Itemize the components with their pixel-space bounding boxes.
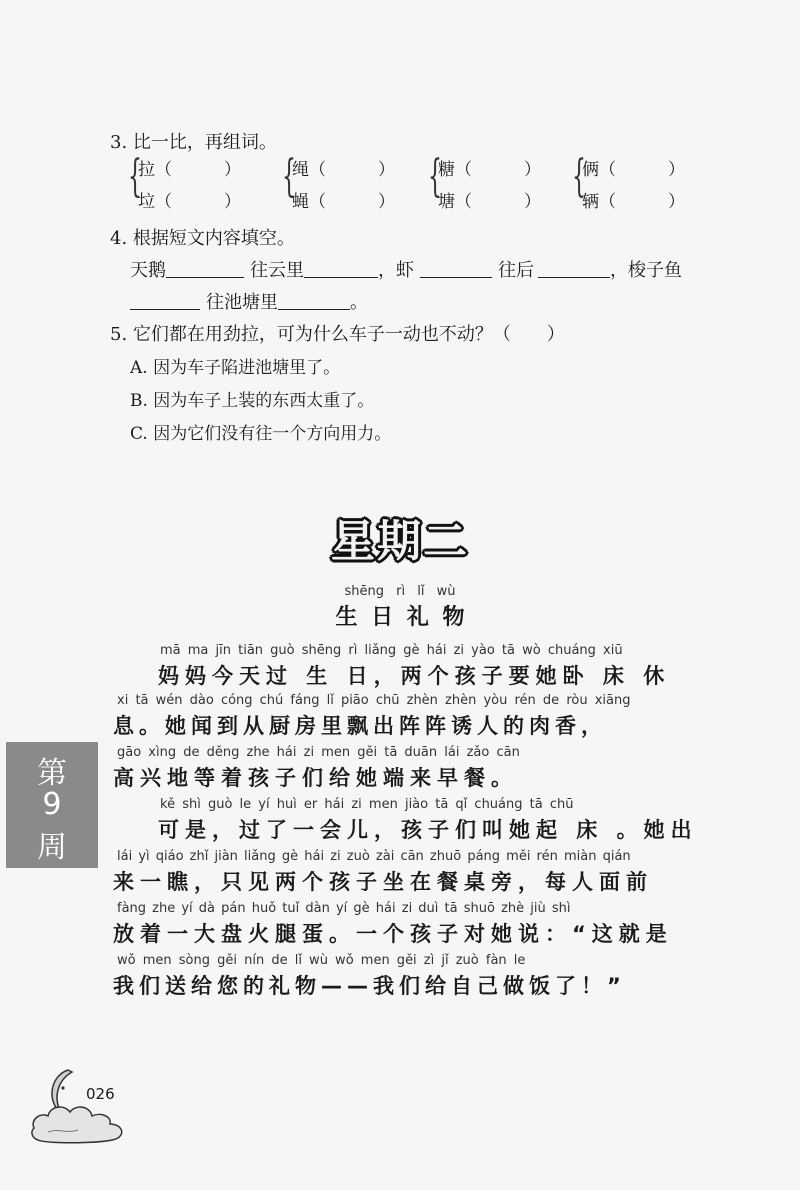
moon-cloud-icon [28,1062,132,1146]
story-title: 生 日 礼 物 [335,605,465,630]
page-number: 026 [86,1085,115,1103]
brace-icon: { [572,151,586,202]
text-line: 放着一大盘火腿蛋。一个孩子对她说：“这就是 [113,922,673,946]
pinyin-line: lái yì qiáo zhǐ jiàn liǎng gè hái zi zuò zài cān zhuō páng měi rén miàn qián [117,849,631,864]
pair-2-bottom: 蝇（ [292,192,326,212]
text-line: 息。她闻到从厨房里飘出阵阵诱人的肉香， [113,714,607,738]
q4-line-1: 天鹅 往云里 ，虾 往后 ，梭子鱼 [130,260,682,281]
pair-1-top: 拉（ [138,160,172,180]
pair-4-top: 俩（ [582,160,616,180]
fill-blank[interactable] [278,291,350,310]
pinyin-line: xi tā wén dào cóng chú fáng lǐ piāo chū zhèn zhèn yòu rén de ròu xiāng [117,693,631,708]
q4-line-2: 往池塘里 。 [130,288,368,314]
brace-icon: { [428,151,442,202]
brace-icon: { [282,151,296,202]
pair-3-bottom: 塘（ [438,192,472,212]
pinyin-line: kě shì guò le yí huì er hái zi men jiào tā qǐ chuáng tā chū [160,797,574,812]
fill-blank[interactable] [130,291,200,310]
option-b: B. 因为车子上装的东西太重了。 [130,391,375,411]
text-line: 可是，过了一会儿，孩子们叫她起 床 。她出 [158,818,698,842]
pair-3-top: 糖（ [438,160,472,180]
text-line: 我们送给您的礼物——我们给自己做饭了！” [113,974,626,998]
fill-blank[interactable] [304,259,378,278]
pinyin-line: wǒ men sòng gěi nín de lǐ wù wǒ men gěi zì jǐ zuò fàn le [117,953,526,968]
q5-title: 5. 它们都在用劲拉，可为什么车子一动也不动？（ ） [110,324,565,345]
fill-blank[interactable] [538,259,610,278]
week-char-2: 6 [42,784,62,819]
text-line: 高兴地等着孩子们给她端来早餐。 [113,766,518,790]
q4-title: 4. 根据短文内容填空。 [110,228,295,249]
week-char-1: 第 [37,756,67,791]
fill-blank[interactable] [420,259,492,278]
fill-blank[interactable] [166,259,244,278]
pair-4-bottom: 辆（ [582,192,616,212]
text-line: 妈妈今天过 生 日，两个孩子要她卧 床 休 [158,664,671,688]
week-char-3: 周 [37,830,67,865]
pair-2-top: 绳（ [292,160,326,180]
pinyin-line: fàng zhe yí dà pán huǒ tuǐ dàn yí gè hái zi duì tā shuō zhè jiù shì [117,901,571,916]
brace-icon: { [128,151,142,202]
story-title-pinyin: shēng rì lǐ wù [344,584,456,599]
option-a: A. 因为车子陷进池塘里了。 [130,358,341,378]
week-tab [6,742,98,868]
day-heading: 星期二 [331,516,469,567]
pair-1-bottom: 垃（ [138,192,172,212]
text-line: 来一瞧，只见两个孩子坐在餐桌旁，每人面前 [113,870,653,894]
option-c: C. 因为它们没有往一个方向用力。 [130,424,392,444]
pinyin-line: mā ma jīn tiān guò shēng rì liǎng gè hái zi yào tā wò chuáng xiū [160,643,623,658]
q3-title: 3. 比一比，再组词。 [110,132,277,153]
pinyin-line: gāo xìng de děng zhe hái zi men gěi tā duān lái zǎo cān [117,745,520,760]
